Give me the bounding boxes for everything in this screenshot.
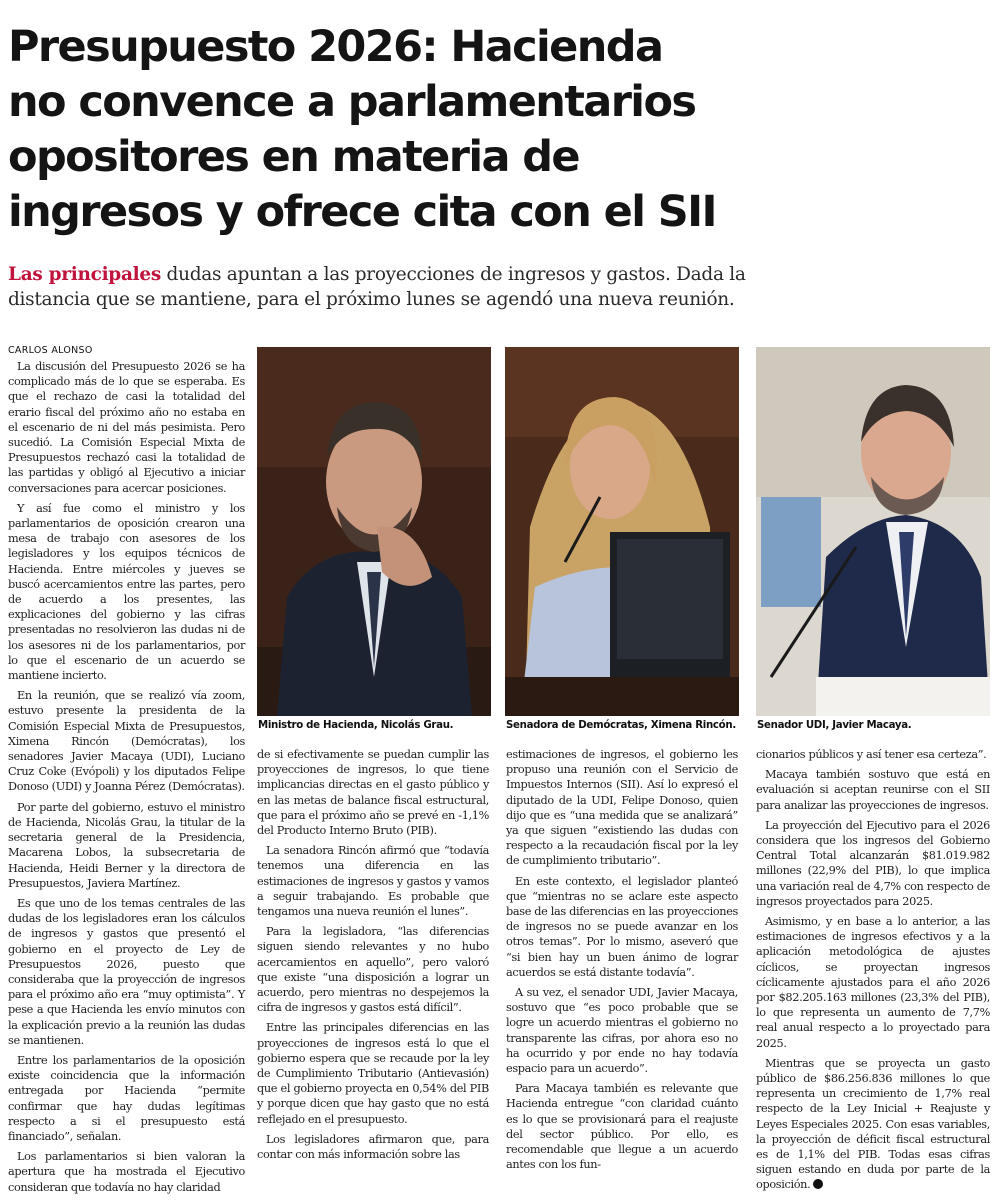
paragraph: Macaya también sostuvo que está en evaluación si aceptan reunirse con el SII para analizar las proyecciones de ingresos. <box>756 768 990 812</box>
paragraph-text: Mientras que se proyecta un gasto público de $86.256.836 millones lo que representa un crecimiento de 1,7% real respecto de la Ley Inicial + Reajuste y Leyes Especiales 2025. Con esas variables, la proyección de déficit fiscal estructural es de 1,1% del PIB. Todas esas cifras siguen estando en duda por parte de la oposición. <box>756 1056 990 1192</box>
headline-line: no convence a parlamentarios <box>8 77 696 127</box>
paragraph: estimaciones de ingresos, el gobierno les propuso una reunión con el Servicio de Impuestos Internos (SII). Así lo expresó el diputado de la UDI, Felipe Donoso, quien dijo que es “una medida que se analizará” ya que siguen “existiendo las dudas con respecto a la recaudación fiscal por la ley de cumplimiento tributario”. <box>506 748 738 868</box>
article-column-4 <box>756 747 990 1198</box>
paragraph: Y así fue como el ministro y los parlamentarios de oposición crearon una mesa de trabajo con asesores de los legisladores y los equipos técnicos de Hacienda. Entre miércoles y jueves se buscó acercamientos entre las partes, pero de acuerdo a los presentes, las explicaciones del gobierno y las cifras presentadas no resolvieron las dudas ni de los asesores ni de los parlamentarios, por lo que el escenario de un acuerdo se mantiene incierto. <box>8 501 245 683</box>
paragraph: La proyección del Ejecutivo para el 2026 considera que los ingresos del Gobierno Central Total alcanzarán $81.019.982 millones (22,9% del PIB), lo que implica una variación real de 4,7% con respecto de ingresos proyectados para 2025. <box>756 818 990 908</box>
lead-paragraph <box>8 262 988 312</box>
paragraph: Para Macaya también es relevante que Hacienda entregue “con claridad cuánto es lo que se provisionará para el reajuste del sector público. Por ello, es recomendable que llegue a un acuerdo antes con los fun- <box>506 1082 738 1172</box>
paragraph: Los legisladores afirmaron que, para contar con más información sobre las <box>257 1132 489 1162</box>
paragraph: A su vez, el senador UDI, Javier Macaya, sostuvo que “es poco probable que se logre un acuerdo mientras el gobierno no transparente las cifras, por ahora eso no ha ocurrido y por ende no hay todavía espacio para un acuerdo”. <box>506 986 738 1076</box>
paragraph: Entre los parlamentarios de la oposición existe coincidencia que la información entregada por Hacienda “permite confirmar que hay dudas legítimas respecto a si el presupuesto está financiado”, señalan. <box>8 1053 245 1143</box>
lead-text: dudas apuntan a las proyecciones de ingresos y gastos. Dada la <box>160 264 746 285</box>
paragraph: Para la legisladora, “las diferencias siguen siendo relevantes y no hubo acercamientos en aquello”, pero valoró que existe “una disposición a lograr un acuerdo, pero mientras no despejemos la cifra de ingresos y gastos está difícil”. <box>257 925 489 1015</box>
article-column-3 <box>506 747 738 1177</box>
paragraph: Es que uno de los temas centrales de las dudas de los legisladores eran los cálculos de ingresos y gastos que presentó el gobierno en el proyecto de Ley de Presupuestos 2026, puesto que consideraba que la proyección de ingresos para el próximo año era “muy optimista”. Y pese a que Hacienda les envío minutos con la explicación previo a la reunión las dudas se mantienen. <box>8 896 245 1047</box>
paragraph: de si efectivamente se puedan cumplir las proyecciones de ingresos, lo que tiene implicancias directas en el gasto público y en las metas de balance fiscal estructural, que para el próximo año se prevé en -1,1% del Producto Interno Bruto (PIB). <box>257 748 489 838</box>
lead-highlight: Las principales <box>8 264 161 285</box>
byline: CARLOS ALONSO <box>8 345 93 356</box>
paragraph: Asimismo, y en base a lo anterior, a las estimaciones de ingresos efectivos y a la aplicación metodológica de ajustes cíclicos, se proyectan ingresos cíclicamente ajustados para el año 2026 por $82.205.163 millones (23,3% del PIB), lo que representa un aumento de 7,7% real anual respecto a lo proyectado para 2025. <box>756 915 990 1050</box>
headline-line: ingresos y ofrece cita con el SII <box>8 187 716 237</box>
paragraph: En la reunión, que se realizó vía zoom, estuvo presente la presidenta de la Comisión Especial Mixta de Presupuestos, Ximena Rincón (Demócratas), los senadores Javier Macaya (UDI), Luciano Cruz Coke (Evópoli) y los diputados Felipe Donoso (UDI) y Joanna Pérez (Demócratas). <box>8 689 245 794</box>
photo-senator-macaya <box>756 347 990 716</box>
article-column-1 <box>8 359 245 1200</box>
article-column-2 <box>257 747 489 1167</box>
paragraph: En este contexto, el legislador planteó que “mientras no se aclare este aspecto base de las diferencias en las proyecciones de ingresos no se puede avanzar en los otros temas”. Por lo mismo, aseveró que “si bien hay un buen ánimo de lograr acuerdos se está distante todavía”. <box>506 874 738 979</box>
paragraph: La senadora Rincón afirmó que “todavía tenemos una diferencia en las estimaciones de ingresos y gastos y vamos a seguir trabajando. Es probable que tengamos una nueva reunión el lunes”. <box>257 844 489 919</box>
headline-line: opositores en materia de <box>8 132 579 182</box>
paragraph: cionarios públicos y así tener esa certeza”. <box>756 748 987 761</box>
end-of-article-icon <box>813 1179 823 1189</box>
paragraph: Por parte del gobierno, estuvo el ministro de Hacienda, Nicolás Grau, la titular de la secretaria general de la Presidencia, Macarena Lobos, la subsecretaria de Hacienda, Heidi Berner y la directora de Presupuestos, Javiera Martínez. <box>8 800 245 890</box>
paragraph: La discusión del Presupuesto 2026 se ha complicado más de lo que se esperaba. Es que el rechazo de casi la totalidad del erario fiscal del próximo año no estaba en el escenario de ni del más pesimista. Pero sucedió. La Comisión Especial Mixta de Presupuestos rechazó casi la totalidad de las partidas y obligó al Ejecutivo a iniciar conversaciones para acercar posiciones. <box>8 360 245 495</box>
paragraph: Los parlamentarios si bien valoran la apertura que ha mostrada el Ejecutivo consideran que todavía no hay claridad <box>8 1150 245 1194</box>
photo-caption: Senadora de Demócratas, Ximena Rincón. <box>506 720 736 731</box>
paragraph: Entre las principales diferencias en las proyecciones de ingresos está lo que el gobierno espera que se recaude por la ley de Cumplimiento Tributario (Antievasión) que el gobierno proyecta en 0,54% del PIB y porque dicen que hay gasto que no está reflejado en el presupuesto. <box>257 1021 489 1126</box>
headline-line: Presupuesto 2026: Hacienda <box>8 22 663 72</box>
lead-line <box>8 262 988 287</box>
lead-line: distancia que se mantiene, para el próximo lunes se agendó una nueva reunión. <box>8 289 735 310</box>
headline <box>8 20 993 240</box>
photo-caption: Ministro de Hacienda, Nicolás Grau. <box>258 720 454 731</box>
photo-caption: Senador UDI, Javier Macaya. <box>757 720 912 731</box>
photo-senator-rincon <box>505 347 739 716</box>
paragraph-last <box>756 1056 990 1193</box>
photo-minister <box>257 347 491 716</box>
